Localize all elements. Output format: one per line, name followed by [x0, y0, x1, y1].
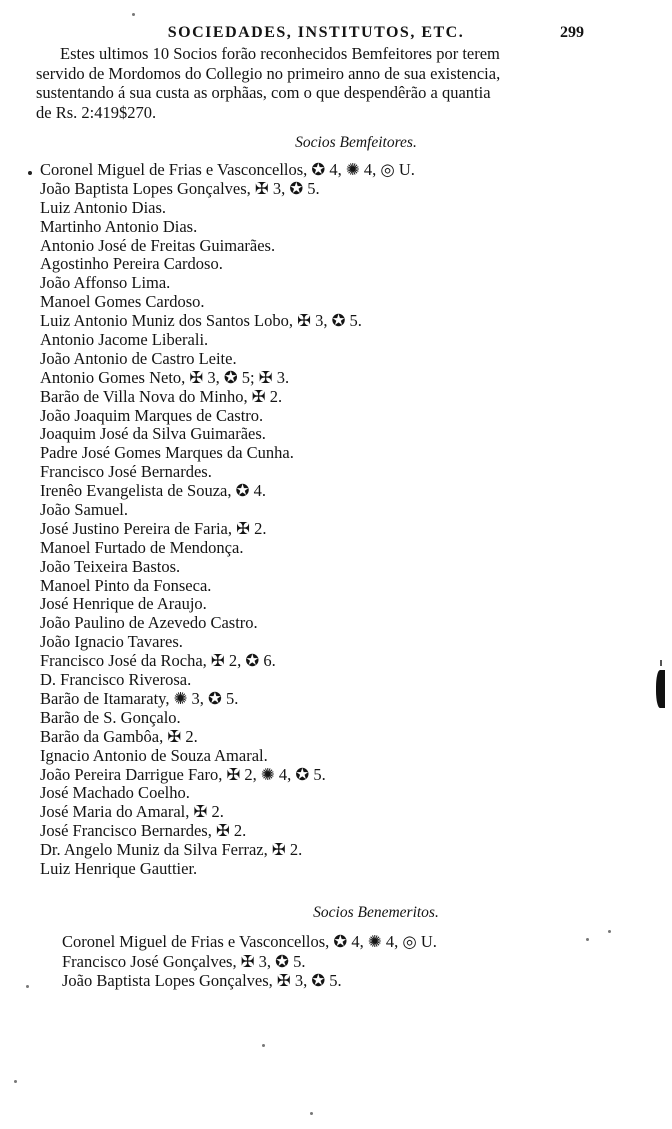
speck [132, 13, 135, 16]
member-entry: Ignacio Antonio de Souza Amaral. [40, 745, 268, 765]
member-entry: Padre José Gomes Marques da Cunha. [40, 443, 294, 463]
intro-line: de Rs. 2:419$270. [36, 102, 157, 122]
bemfeitores-list [40, 161, 415, 879]
member-entry: Joaquim José da Silva Guimarães. [40, 424, 266, 444]
intro-paragraph [36, 44, 608, 122]
running-header: SOCIEDADES, INSTITUTOS, ETC. [167, 24, 465, 41]
member-entry: João Samuel. [40, 500, 128, 520]
member-entry: Irenêo Evangelista de Souza, ✪ 4. [40, 481, 266, 501]
member-entry: João Pereira Darrigue Faro, ✠ 2, ✺ 4, ✪ 5. [40, 764, 326, 784]
member-entry: José Justino Pereira de Faria, ✠ 2. [40, 518, 267, 538]
member-entry: José Machado Coelho. [40, 783, 190, 803]
member-entry: Barão de Itamaraty, ✺ 3, ✪ 5. [40, 688, 239, 708]
speck [26, 985, 29, 988]
member-entry: Antonio Jacome Liberali. [40, 330, 209, 350]
section-heading-benemeritos: Socios Benemeritos. [313, 904, 439, 921]
edge-ink-blot [656, 670, 665, 708]
member-entry: Coronel Miguel de Frias e Vasconcellos, ✪ 4, ✺ 4, ◎ U. [62, 932, 437, 951]
speck [310, 1112, 313, 1115]
member-entry: Luiz Antonio Muniz dos Santos Lobo, ✠ 3, ✪ 5. [40, 311, 362, 331]
member-entry: Luiz Antonio Dias. [40, 197, 167, 217]
member-entry: João Antonio de Castro Leite. [40, 348, 237, 368]
member-entry: João Paulino de Azevedo Castro. [40, 613, 258, 633]
member-entry: João Affonso Lima. [40, 273, 171, 293]
member-entry: Francisco José Gonçalves, ✠ 3, ✪ 5. [62, 951, 306, 971]
page-number: 299 [560, 24, 584, 41]
member-entry: José Maria do Amaral, ✠ 2. [40, 802, 224, 822]
member-entry: José Francisco Bernardes, ✠ 2. [40, 821, 247, 841]
member-entry: Dr. Angelo Muniz da Silva Ferraz, ✠ 2. [40, 840, 303, 860]
speck [586, 938, 589, 941]
member-entry: Barão da Gambôa, ✠ 2. [40, 726, 198, 746]
member-entry: José Henrique de Araujo. [40, 594, 207, 614]
member-entry: João Ignacio Tavares. [40, 632, 183, 652]
member-entry: João Joaquim Marques de Castro. [40, 405, 264, 425]
speck [14, 1080, 17, 1083]
member-entry: João Teixeira Bastos. [40, 556, 181, 576]
member-entry: Barão de S. Gonçalo. [40, 707, 181, 727]
member-entry: Barão de Villa Nova do Minho, ✠ 2. [40, 386, 283, 406]
member-entry: Coronel Miguel de Frias e Vasconcellos, ✪ 4, ✺ 4, ◎ U. [40, 160, 415, 179]
speck [262, 1044, 265, 1047]
member-entry: Francisco José da Rocha, ✠ 2, ✪ 6. [40, 651, 276, 671]
member-entry: Manoel Pinto da Fonseca. [40, 575, 212, 595]
intro-line: sustentando á sua custa as orphãas, com o que despendêrão a quantia [36, 83, 491, 102]
section-heading-bemfeitores: Socios Bemfeitores. [295, 134, 417, 151]
member-entry: Antonio Gomes Neto, ✠ 3, ✪ 5; ✠ 3. [40, 367, 290, 387]
member-entry: João Baptista Lopes Gonçalves, ✠ 3, ✪ 5. [62, 971, 342, 990]
member-entry: Manoel Gomes Cardoso. [40, 292, 205, 312]
member-entry: João Baptista Lopes Gonçalves, ✠ 3, ✪ 5. [40, 178, 320, 198]
member-entry: D. Francisco Riverosa. [40, 670, 192, 690]
benemeritos-list [62, 932, 437, 991]
member-entry: Manoel Furtado de Mendonça. [40, 537, 244, 557]
member-entry: Francisco José Bernardes. [40, 462, 212, 482]
speck [608, 930, 611, 933]
member-entry: Agostinho Pereira Cardoso. [40, 254, 223, 274]
intro-line: Estes ultimos 10 Socios forão reconhecidos Bemfeitores por terem [60, 44, 500, 63]
member-entry: Martinho Antonio Dias. [40, 216, 198, 236]
member-entry: Luiz Henrique Gauttier. [40, 858, 198, 878]
edge-ink-tick [660, 660, 662, 666]
member-entry: Antonio José de Freitas Guimarães. [40, 235, 276, 255]
intro-line: servido de Mordomos do Collegio no primeiro anno de sua existencia, [36, 63, 501, 83]
margin-dot [28, 171, 32, 175]
